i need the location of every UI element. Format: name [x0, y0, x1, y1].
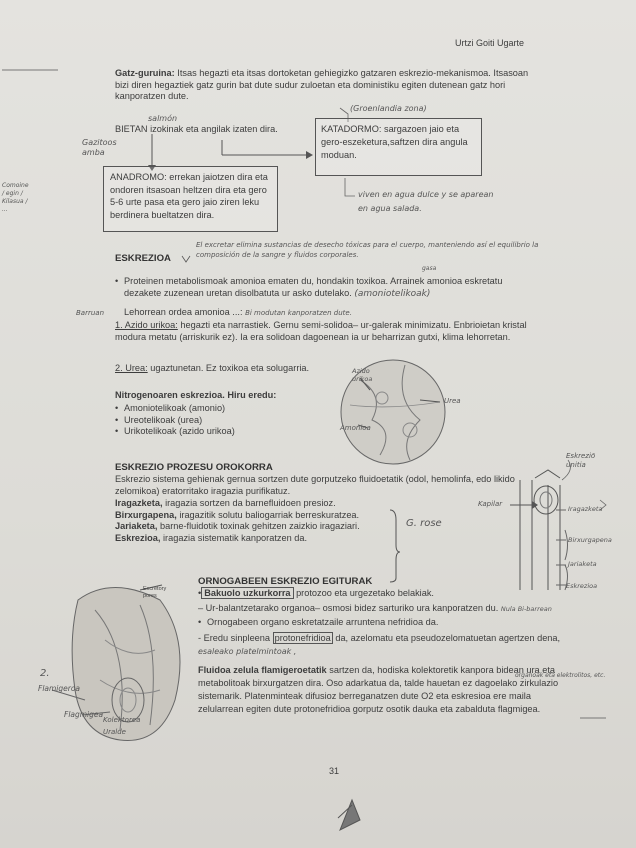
ornogabeen-title: ORNOGABEEN ESKREZIO EGITURAK: [198, 576, 373, 587]
fig-label-urikoa: Azido urikoa: [352, 367, 373, 383]
ornogabeen-b1-sub: [198, 603, 628, 616]
unit-label-birxurgapena: Birxurgapena: [568, 536, 612, 544]
step-text: barne-fluidotik toxinak gehitzen zaizkio iragaziari.: [159, 521, 360, 532]
p-fluidoa: Fluidoa: [198, 665, 231, 675]
unit-label-iragazketa: Iragazketa: [568, 505, 603, 513]
step-row: [115, 521, 400, 533]
anadromo-label: ANADROMO:: [110, 172, 167, 182]
nitrogen-list: [115, 403, 335, 438]
anadromo-box: [103, 166, 278, 232]
eskrezioa-title: ESKREZIOA: [115, 253, 171, 264]
fig-label-uralde: Uralde: [103, 728, 126, 736]
b1-label: Bakuolo uzkurkorra: [201, 587, 293, 599]
fig-label-kolektorea: Kolektorea: [103, 716, 141, 724]
step-text: iragazitik solutu baliogarriak berreskuratzea.: [179, 509, 360, 520]
b3-text: da, azelomatu eta pseudozelomatuetan agertzen dena,: [335, 633, 561, 643]
prozesu-title: ESKREZIO PROZESU OROKORRA: [115, 462, 273, 473]
b1-text: protozoo eta urgezetako belakiak.: [296, 588, 434, 598]
p2-note-left: Barruan: [76, 309, 105, 317]
nitrogen-title: Nitrogenoaren eskrezioa. Hiru eredu:: [115, 390, 277, 400]
b3-pre: - Eredu sinpleena: [198, 633, 271, 643]
b2-text: • Ornogabeen organo eskretatzaile arruntena nefridioa da.: [198, 617, 558, 629]
gatz-text: Itsas hegazti eta itsas dortoketan gehiegizko gatzaren eskrezio-mekanismoa. Itsasoan bizi diren hegaztiek gatz gurin bat dute sudur zuloetan eta doministiku egiten dutenean gatz hori kanporatzen dute.: [115, 68, 529, 102]
bietan-text: izokinak eta angilak izaten dira.: [150, 124, 278, 134]
item1-text: hegazti eta narrastiek. Gernu semi-solidoa– ur-galerak minimizatu. Enbrioietan kristal modura metatu (arriskurik ez). Ia era solidoan dagoenean ia ur beharrizan gutxi, klima lehorretan.: [115, 320, 527, 342]
author-name: Urtzi Goiti Ugarte: [455, 38, 525, 48]
ornogabeen-b2: [198, 617, 558, 629]
eskrezioa-title-note: El excretar elimina sustancias de desecho tóxicas para el cuerpo, manteniendo así el equilibrio la composición de la sangre y fluidos corporales.: [196, 241, 539, 259]
eskrezioa-p1: [115, 276, 535, 300]
eskrezioa-item2: [115, 363, 309, 375]
nitrogen-item: • Amoniotelikoak (amonio): [115, 403, 335, 415]
b1-sub-note: Nula Bi-barrean: [500, 605, 552, 613]
arrow-drawing: [338, 800, 360, 830]
b3-note: esaleako platelmintoak ,: [198, 647, 297, 656]
p2-note: Bi modutan kanporatzen dute.: [245, 309, 352, 317]
p1-note: (amoniotelikoak): [354, 288, 431, 299]
ornogabeen-b3: [198, 632, 570, 658]
katadromo-note-above: (Groenlandia zona): [350, 104, 427, 113]
nitrogen-item: • Urikotelikoak (azido urikoa): [115, 426, 335, 438]
bietan-line: [115, 124, 278, 136]
gatz-paragraph: [115, 68, 535, 103]
p2-text: Lehorrean ordea amonioa ...:: [124, 307, 243, 317]
katadromo-note-2: en agua salada.: [358, 204, 422, 213]
p-zelula: zelula flamigeroetatik: [233, 665, 327, 675]
b1-sub: – Ur-balantzetarako organoa– osmosi bidez sarturiko ura kanporatzen du.: [198, 603, 499, 613]
gatz-label: Gatz-guruina:: [115, 68, 175, 78]
unit-label-kapilar: Kapilar: [478, 500, 503, 508]
unit-label-eskrezioa: Eskrezioa: [566, 582, 598, 590]
step-row: [115, 533, 400, 545]
step-text: iragazia sortzen da barnefluidoen presioz.: [165, 498, 336, 508]
katadromo-note-1: viven en agua dulce y se aparean: [358, 190, 494, 199]
anadromo-note: Gazitoos amba: [82, 138, 117, 157]
step-label: Eskrezioa,: [115, 532, 161, 543]
fig-label-excretory: Excretory pores: [143, 586, 167, 599]
katadromo-text: sargazoen jaio eta gero-eszeketura,saftzen dira angula moduan.: [321, 124, 468, 160]
eskrezioa-item1: [115, 320, 535, 343]
eskrezioa-p2: [124, 307, 352, 320]
prozesu-steps: [115, 498, 400, 544]
brace-note: G. rose: [406, 518, 442, 529]
fig-label-amonioa: Amonioa: [340, 424, 371, 432]
katadromo-label: KATADORMO:: [321, 124, 382, 134]
ornogabeen-b1: • Bakuolo uzkurkorra protozoo eta urgezetako belakiak.: [198, 588, 434, 598]
p-note: organoak eta elektrolitos, etc.: [515, 672, 606, 679]
fig-label-urea: Urea: [444, 397, 461, 405]
p1-text: Proteinen metabolismoak amonioa ematen du, hondakin toxikoa. Arrainek amonioa eskretatu dezakete zuzenean uretan disolbatuta ur asko dutelako.: [124, 276, 503, 298]
step-text: iragazia sistematik kanporatzen da.: [163, 532, 308, 543]
nitrogen-item: • Ureotelikoak (urea): [115, 415, 335, 427]
page-number: 31: [329, 766, 340, 776]
fig-label-flagmigea: Flagmigea: [64, 710, 104, 719]
step-label: Birxurgapena,: [115, 509, 177, 520]
left-margin-note: Comoine / egin / Kilasua / ...: [2, 182, 29, 213]
item2-label: 2. Urea:: [115, 363, 148, 373]
unit-label-top: Eskreziō unitia: [566, 452, 596, 469]
fig-label-num: 2.: [40, 668, 50, 679]
bietan-label: BIETAN: [115, 124, 148, 134]
b3-label: protonefridioa: [274, 633, 331, 643]
prozesu-intro: Eskrezio sistema gehienak gernua sortzen dute gorputzeko fluidoetatik (odol, hemolinfa, edo likido zelomikoa) eratorritako iragazia purifikatuz.: [115, 474, 515, 496]
fig-label-flamigero: Flamigeroa: [38, 684, 81, 693]
p-text: sartzen da, hodiska kolektoretik kanpora bidean ura eta metabolitoak birxurgatzen dira. Oso adarkatua da, talde hauetan ez dagoelako zirkulazio sistemarik. Platenminteak difusioz berreganatzen dute O2 eta eskresioa ere maila zelularrean egiten dute protonefridioa gorputz osotik dauka eta zabalduta flagmigea.: [198, 665, 559, 714]
item2-text: ugaztunetan. Ez toxikoa eta solugarria.: [150, 363, 310, 373]
step-row: [115, 498, 400, 510]
anadromo-text: errekan jaiotzen dira eta ondoren itsasoan heltzen dira eta gero 5-6 urte pasa eta gero jaio ziren leku berdinera bueltatzen dira.: [110, 172, 268, 220]
p1-note-above: gasa: [422, 265, 437, 272]
item1-label: 1. Azido urikoa:: [115, 320, 178, 330]
step-label: Jariaketa,: [115, 521, 158, 532]
ornogabeen-paragraph: [198, 664, 570, 716]
step-label: Iragazketa,: [115, 498, 163, 508]
unit-label-jariaketa: Jariaketa: [568, 560, 597, 568]
katadromo-box: [315, 118, 482, 176]
bietan-note: salmón: [148, 114, 178, 123]
step-row: [115, 510, 400, 522]
